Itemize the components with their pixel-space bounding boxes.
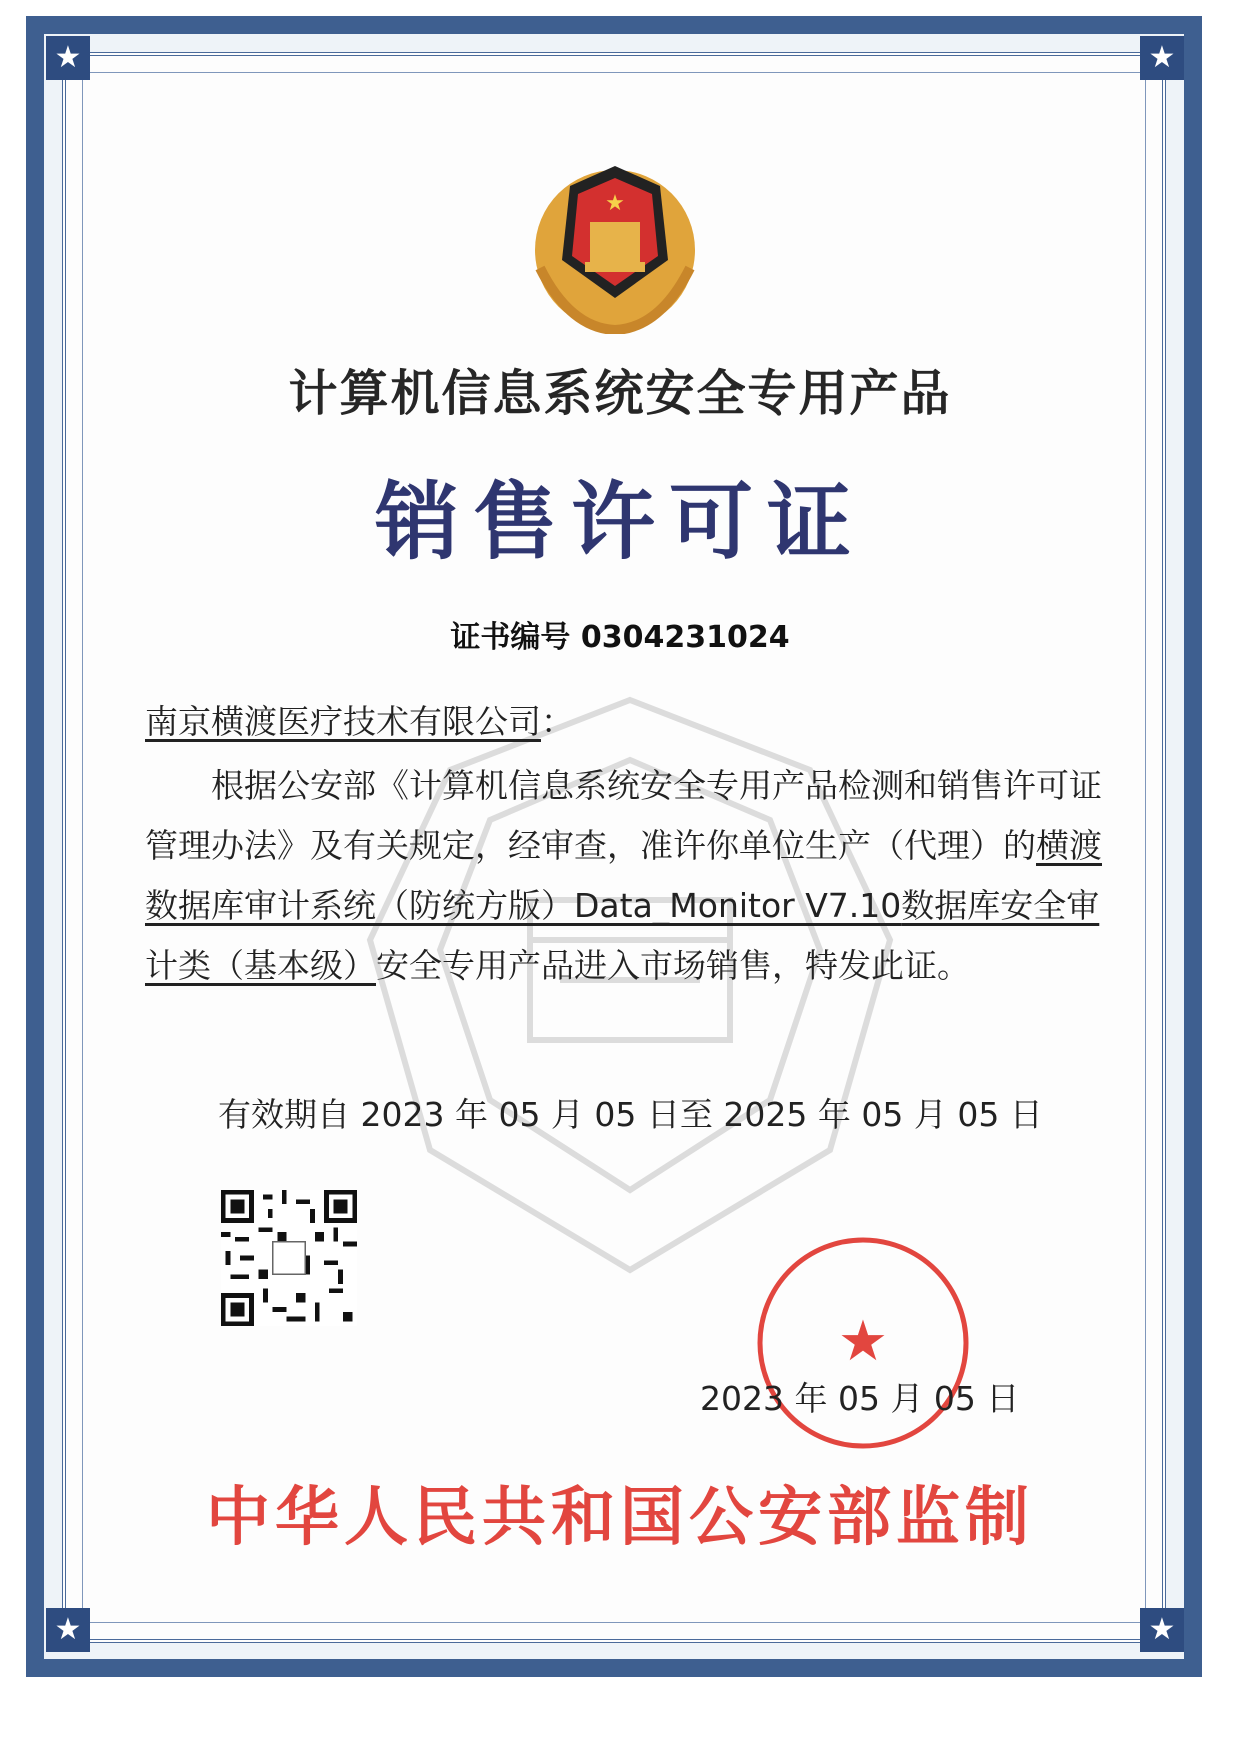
body-paragraph-1: 根据公安部《计算机信息系统安全专用产品检测和销售许可证管理办法》及有关规定，经审查，准许你单位生产（代理）的 bbox=[145, 766, 1102, 865]
product-category: 数据库安全审计类（基本级） bbox=[145, 886, 1100, 985]
certificate-number bbox=[0, 612, 1240, 656]
cert-no-label: 证书编号 bbox=[450, 620, 571, 655]
company-name: 南京横渡医疗技术有限公司 bbox=[145, 702, 541, 741]
svg-text:★: ★ bbox=[837, 1309, 889, 1374]
svg-text:★: ★ bbox=[605, 191, 625, 216]
body-paragraph-2: 安全专用产品进入市场销售，特发此证。 bbox=[376, 946, 970, 985]
certificate-title: 销售许可证 bbox=[374, 473, 865, 571]
supervisor-line: 中华人民共和国公安部监制 bbox=[206, 1481, 1034, 1555]
certificate-subtitle: 计算机信息系统安全专用产品 bbox=[288, 365, 952, 422]
product-name: 横渡数据库审计系统（防统方版）Data_Monitor V7.10 bbox=[145, 826, 1102, 925]
cert-no-value: 0304231024 bbox=[580, 620, 790, 655]
star-corner-icon: ★ bbox=[46, 36, 90, 80]
star-corner-icon: ★ bbox=[1140, 36, 1184, 80]
certificate-body bbox=[145, 756, 1125, 996]
police-emblem bbox=[530, 158, 700, 334]
addressee-colon: ： bbox=[541, 702, 574, 741]
validity-period: 有效期自 2023 年 05 月 05 日至 2025 年 05 月 05 日 bbox=[218, 1095, 1043, 1134]
official-seal bbox=[752, 1232, 974, 1454]
qr-code bbox=[221, 1190, 357, 1326]
addressee bbox=[145, 692, 1125, 752]
star-corner-icon: ★ bbox=[1140, 1608, 1184, 1652]
star-corner-icon: ★ bbox=[46, 1608, 90, 1652]
issue-date: 2023 年 05 月 05 日 bbox=[700, 1379, 1020, 1418]
